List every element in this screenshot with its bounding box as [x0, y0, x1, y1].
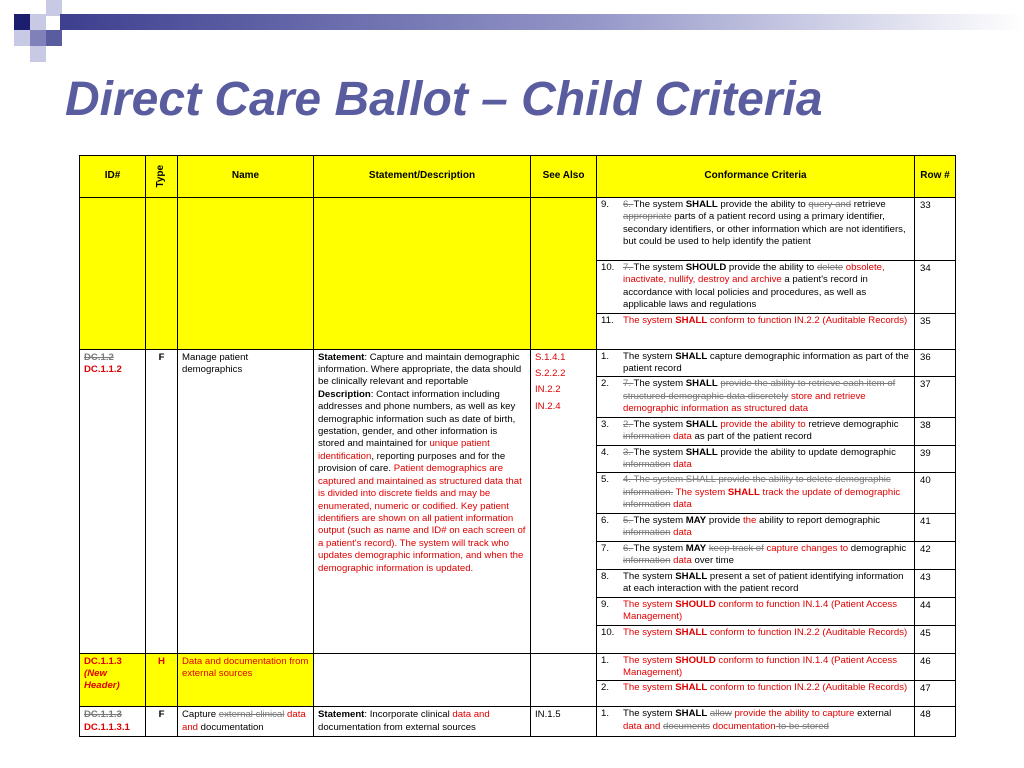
deco-square-2 — [30, 14, 46, 30]
criteria-cell: 3. 2. The system SHALL provide the ability to retrieve demographic information data as part of the patient record — [597, 417, 915, 445]
deco-square-4 — [30, 30, 46, 46]
row-number: 42 — [915, 541, 956, 569]
criteria-cell: 10. The system SHALL conform to function IN.2.2 (Auditable Records) — [597, 625, 915, 653]
see-also-link[interactable]: IN.2.2 — [535, 384, 561, 396]
deco-square-5 — [14, 30, 30, 46]
slide-title: Direct Care Ballot – Child Criteria — [65, 73, 823, 126]
cell-see-also — [531, 653, 597, 707]
header-statement: Statement/Description — [314, 156, 531, 198]
cell-name: Manage patient demographics — [178, 349, 314, 653]
criteria-cell: 2. 7. The system SHALL provide the ability to retrieve each item of structured demographic data discretely store and retrieve demographic information as structured data — [597, 377, 915, 417]
criteria-cell: 1. The system SHALL capture demographic information as part of the patient record — [597, 349, 915, 377]
row-number: 34 — [915, 261, 956, 314]
title-gradient-bar — [60, 14, 1024, 30]
criteria-cell: 9. 6. The system SHALL provide the ability to query and retrieve appropriate parts of a patient record using a primary identifier, secondary identifiers, or other information which are not identifiers, but could be used to help identify the patient — [597, 198, 915, 261]
cell-name: Data and documentation from external sources — [178, 653, 314, 707]
criteria-cell: 6. 5. The system MAY provide the ability to report demographic information data — [597, 513, 915, 541]
cell-see-also — [531, 198, 597, 350]
criteria-cell: 11. The system SHALL conform to function IN.2.2 (Auditable Records) — [597, 313, 915, 349]
row-number: 45 — [915, 625, 956, 653]
header-row: Row # — [915, 156, 956, 198]
row-number: 47 — [915, 681, 956, 707]
cell-id: DC.1.1.3 DC.1.1.3.1 — [80, 707, 146, 737]
see-also-link[interactable]: IN.1.5 — [535, 709, 561, 721]
criteria-cell: 9. The system SHOULD conform to function IN.1.4 (Patient Access Management) — [597, 597, 915, 625]
header-see-also: See Also — [531, 156, 597, 198]
cell-id — [80, 198, 146, 350]
cell-name — [178, 198, 314, 350]
cell-type: F — [146, 707, 178, 737]
criteria-cell: 7. 6. The system MAY keep track of capture changes to demographic information data over time — [597, 541, 915, 569]
header-criteria: Conformance Criteria — [597, 156, 915, 198]
cell-statement — [314, 653, 531, 707]
row-number: 36 — [915, 349, 956, 377]
header-type: Type — [146, 156, 178, 198]
criteria-cell: 4. 3. The system SHALL provide the ability to update demographic information data — [597, 445, 915, 473]
row-number: 33 — [915, 198, 956, 261]
row-number: 41 — [915, 513, 956, 541]
cell-id: DC.1.1.3 (New Header) — [80, 653, 146, 707]
cell-type — [146, 198, 178, 350]
deco-square-6 — [46, 30, 62, 46]
cell-type: H — [146, 653, 178, 707]
criteria-cell: 8. The system SHALL present a set of patient identifying information at each interaction with the patient record — [597, 569, 915, 597]
cell-statement — [314, 198, 531, 350]
see-also-link[interactable]: IN.2.4 — [535, 400, 561, 412]
header-id: ID# — [80, 156, 146, 198]
deco-square-7 — [30, 46, 46, 62]
table-row — [80, 707, 956, 737]
cell-statement: Statement: Incorporate clinical data and documentation from external sources — [314, 707, 531, 737]
row-number: 40 — [915, 473, 956, 513]
table-row — [80, 349, 956, 377]
table-header-row — [80, 156, 956, 198]
cell-statement: Statement: Capture and maintain demographic information. Where appropriate, the data should be clinically relevant and reportable Description: Contact information including addresses and phone numbers, as well as key demographic information such as date of birth, gestation, gender, and other information is stored and maintained for unique patient identification, reporting purposes and for the provision of care. Patient demographics are captured and maintained as structured data that is divided into discrete fields and may be enumerated, numeric or codified. Key patient identifiers are shown on all patient information output (such as name and ID# on each screen of a patient's record). The system will track who updates demographic information, and when the demographic information is updated. — [314, 349, 531, 653]
header-name: Name — [178, 156, 314, 198]
deco-square-1 — [14, 14, 30, 30]
table-row — [80, 653, 956, 681]
row-number: 48 — [915, 707, 956, 737]
cell-see-also — [531, 707, 597, 737]
row-number: 39 — [915, 445, 956, 473]
criteria-cell: 10. 7. The system SHOULD provide the ability to delete obsolete, inactivate, nullify, destroy and archive a patient's record in accordance with local policies and procedures, as well as applicable laws and regulations — [597, 261, 915, 314]
row-number: 43 — [915, 569, 956, 597]
cell-id: DC.1.2 DC.1.1.2 — [80, 349, 146, 653]
criteria-cell: 1. The system SHOULD conform to function IN.1.4 (Patient Access Management) — [597, 653, 915, 681]
row-number: 35 — [915, 313, 956, 349]
table-row — [80, 198, 956, 261]
criteria-cell: 1. The system SHALL allow provide the ability to capture external data and documents documentation to be stored — [597, 707, 915, 737]
see-also-link[interactable]: S.1.4.1 — [535, 351, 566, 363]
criteria-cell: 5. 4. The system SHALL provide the ability to delete demographic information. The system SHALL track the update of demographic information data — [597, 473, 915, 513]
see-also-link[interactable]: S.2.2.2 — [535, 368, 566, 380]
cell-see-also — [531, 349, 597, 653]
row-number: 37 — [915, 377, 956, 417]
row-number: 46 — [915, 653, 956, 681]
criteria-table — [79, 155, 956, 737]
row-number: 38 — [915, 417, 956, 445]
row-number: 44 — [915, 597, 956, 625]
cell-type: F — [146, 349, 178, 653]
criteria-cell: 2. The system SHALL conform to function IN.2.2 (Auditable Records) — [597, 681, 915, 707]
cell-name: Capture external clinical data and documentation — [178, 707, 314, 737]
